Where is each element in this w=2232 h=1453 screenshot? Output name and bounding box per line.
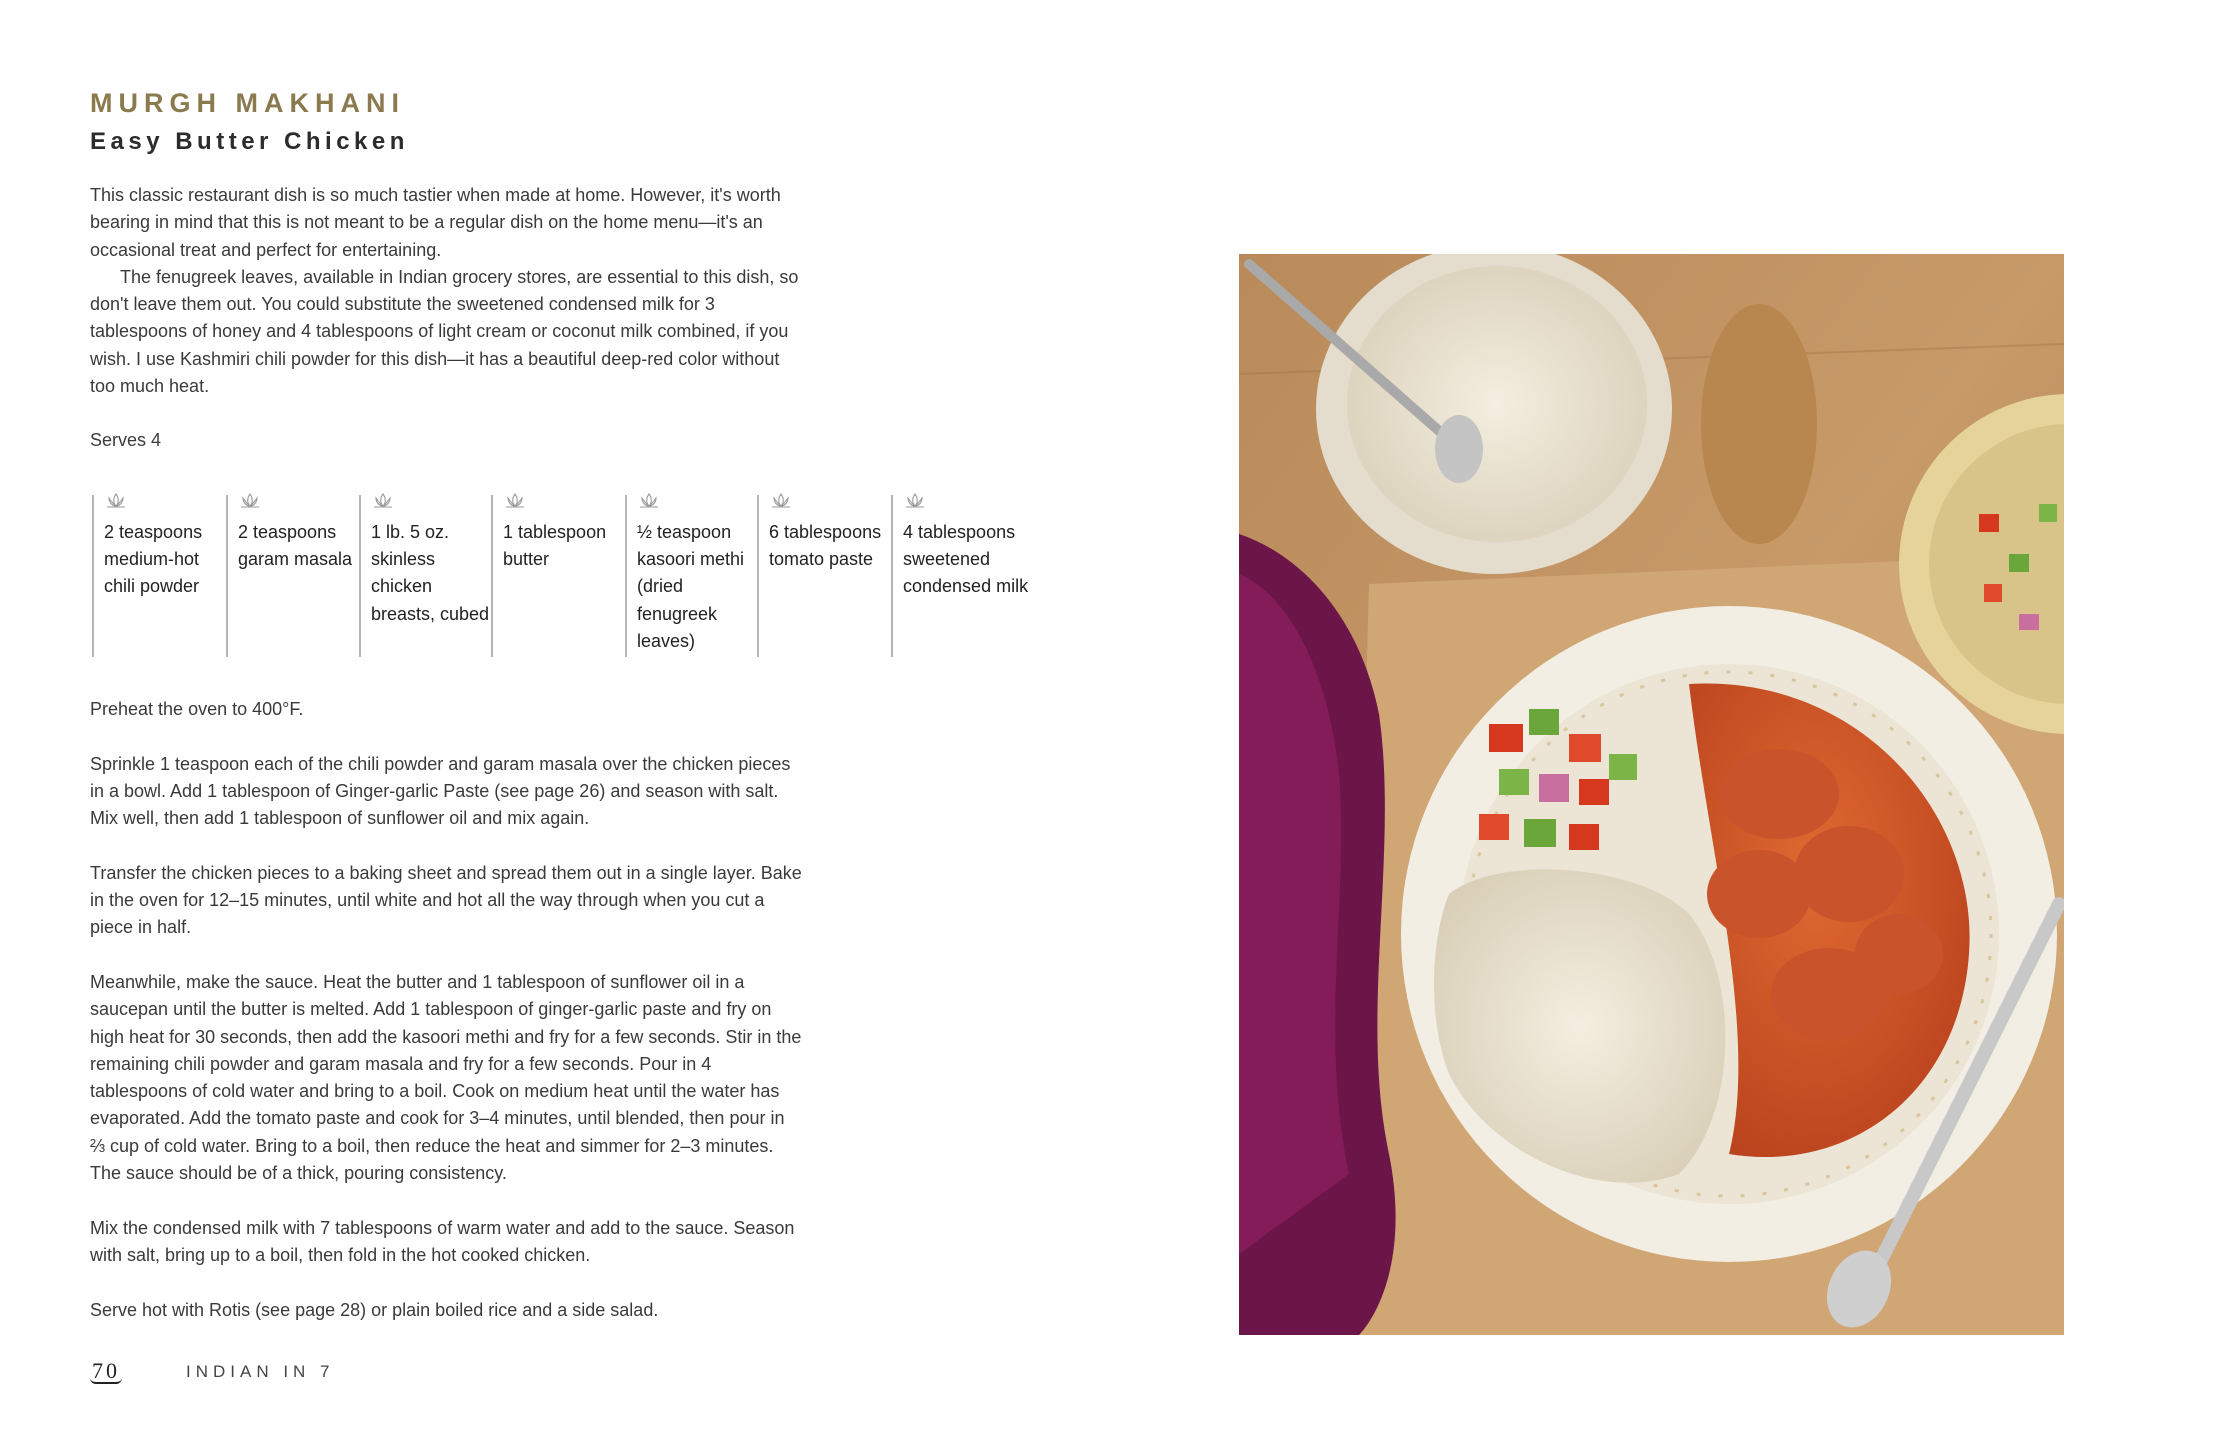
ingredients-list (92, 495, 1029, 657)
ingredient-text: 1 tablespoon butter (503, 522, 607, 570)
ingredient-item (757, 495, 891, 657)
ingredient-text: ½ teaspoon kasoori methi (dried fenugreek leaves) (637, 522, 745, 651)
method-step: Serve hot with Rotis (see page 28) or plain boiled rice and a side salad. (90, 1299, 659, 1320)
ingredient-item (226, 495, 359, 657)
intro-paragraph: The fenugreek leaves, available in Indian grocery stores, are essential to this dish, so don't leave them out. You could substitute the sweetened condensed milk for 3 tablespoons of honey and 4 tablespoons of light cream or coconut milk combined, if you wish. I use Kashmiri chili powder for this dish—it has a beautiful deep-red color without too much heat. (90, 266, 799, 397)
lotus-icon (637, 492, 661, 510)
ingredient-text: 1 lb. 5 oz. skinless chicken breasts, cubed (371, 522, 490, 624)
page-number: 70 (92, 1358, 120, 1383)
intro-paragraph: This classic restaurant dish is so much tastier when made at home. However, it's worth bearing in mind that this is not meant to be a regular dish on the home menu—it's an occasional treat and perfect for entertaining. (90, 185, 781, 260)
ingredient-text: 2 teaspoons garam masala (238, 522, 353, 570)
butter-chicken-photo (1239, 254, 2064, 1335)
lotus-icon (238, 492, 262, 510)
serves-label: Serves 4 (90, 430, 162, 451)
lotus-icon (769, 492, 793, 510)
ingredient-item (491, 495, 625, 657)
food-illustration (1239, 254, 2064, 1335)
ingredient-text: 4 tablespoons sweetened condensed milk (903, 522, 1029, 597)
method-step: Meanwhile, make the sauce. Heat the butter and 1 tablespoon of sunflower oil in a saucepan until the butter is melted. Add 1 tablespoon of ginger-garlic paste and fry on high heat for 30 seconds, then add the kasoori methi and fry for a few seconds. Stir in the remaining chili powder and garam masala and fry for a few seconds. Pour in 4 tablespoons of cold water and bring to a boil. Cook on medium heat until the water has evaporated. Add the tomato paste and cook for 3–4 minutes, until blended, then pour in ⅔ cup of cold water. Bring to a boil, then reduce the heat and simmer for 2–3 minutes. The sauce should be of a thick, pouring consistency. (90, 971, 802, 1184)
ingredient-item (625, 495, 757, 657)
recipe-subtitle: Easy Butter Chicken (90, 128, 409, 155)
lotus-icon (503, 492, 527, 510)
ingredient-text: 6 tablespoons tomato paste (769, 522, 882, 570)
lotus-icon (371, 492, 395, 510)
page-footer (90, 1360, 335, 1384)
ingredient-text: 2 teaspoons medium-hot chili powder (104, 522, 203, 597)
method-step: Preheat the oven to 400°F. (90, 699, 304, 719)
method-step: Sprinkle 1 teaspoon each of the chili powder and garam masala over the chicken pieces in a bowl. Add 1 tablespoon of Ginger-garlic Paste (see page 26) and season with salt. Mix well, then add 1 tablespoon of sunflower oil and mix again. (90, 753, 791, 829)
method-step: Transfer the chicken pieces to a baking sheet and spread them out in a single layer. Bake in the oven for 12–15 minutes, until white and hot all the way through when you cut a piece in half. (90, 862, 802, 938)
book-title: INDIAN IN 7 (186, 1362, 335, 1381)
lotus-icon (104, 492, 128, 510)
method-steps (90, 696, 802, 1351)
lotus-icon (903, 492, 927, 510)
method-step: Mix the condensed milk with 7 tablespoons of warm water and add to the sauce. Season with salt, bring up to a boil, then fold in the hot cooked chicken. (90, 1217, 795, 1265)
ingredient-item (92, 495, 226, 657)
recipe-title: MURGH MAKHANI (90, 88, 405, 118)
ingredient-item (359, 495, 491, 657)
recipe-text (90, 86, 850, 454)
ingredient-item (891, 495, 1029, 657)
recipe-intro (90, 182, 800, 400)
